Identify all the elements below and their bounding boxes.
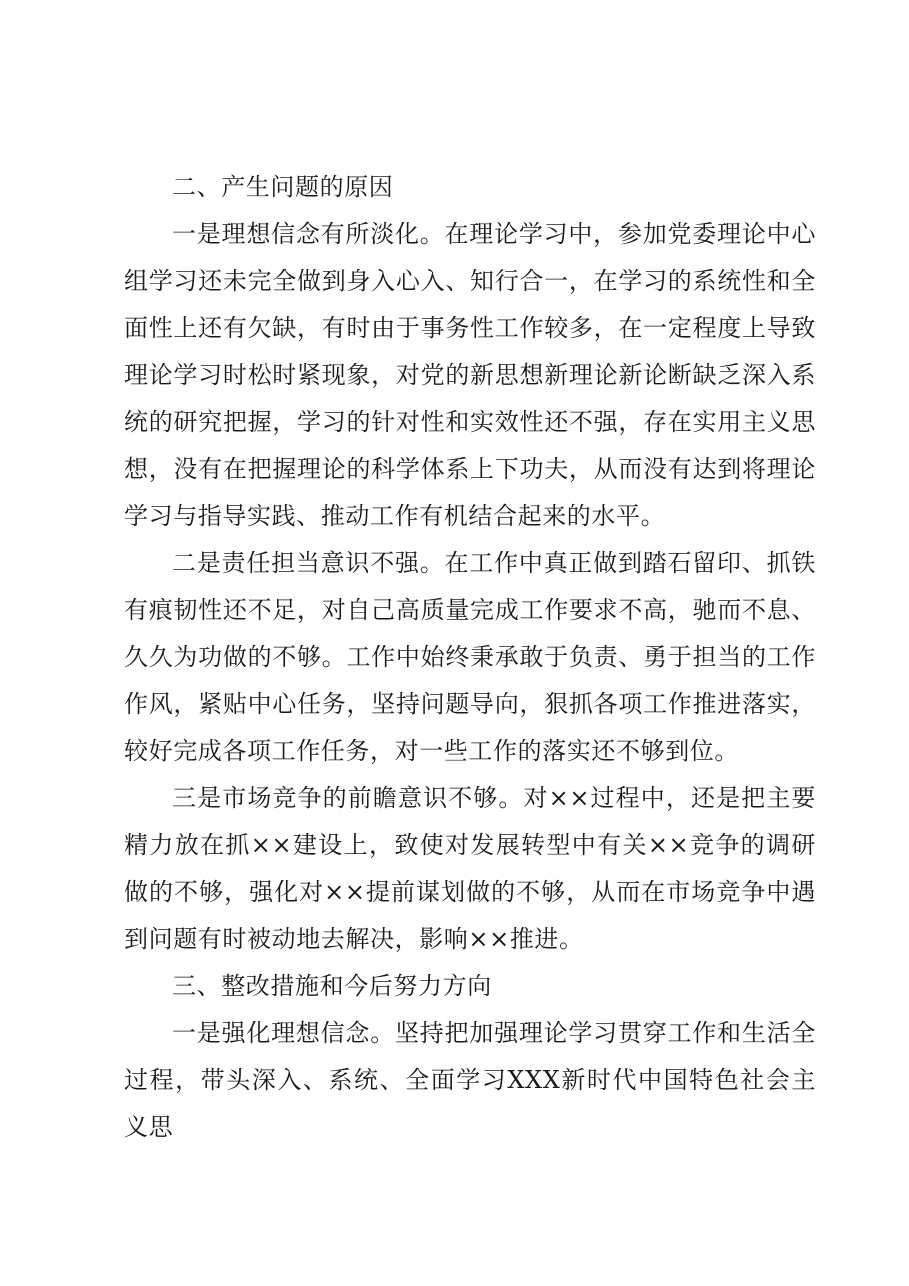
paragraph-market-competition: 三是市场竞争的前瞻意识不够。对××过程中，还是把主要精力放在抓××建设上，致使对发展转型中有关××竞争的调研做的不够，强化对××提前谋划做的不够，从而在市场竞争中遇到问题有时被动地去解决，影响××推进。 xyxy=(124,784,816,953)
section-heading-causes: 二、产生问题的原因 xyxy=(172,173,394,201)
section-heading-rectification: 三、整改措施和今后努力方向 xyxy=(172,972,492,1000)
paragraph-ideals-faith: 一是理想信念有所淡化。在理论学习中，参加党委理论中心组学习还未完全做到身入心入、知行合一，在学习的系统性和全面性上还有欠缺，有时由于事务性工作较多，在一定程度上导致理论学习时松时紧现象，对党的新思想新理论新论断缺乏深入系统的研究把握，学习的针对性和实效性还不强，存在实用主义思想，没有在把握理论的科学体系上下功夫，从而没有达到将理论学习与指导实践、推动工作有机结合起来的水平。 xyxy=(124,220,816,530)
document-body xyxy=(124,164,816,1151)
paragraph-strengthen-ideals: 一是强化理想信念。坚持把加强理论学习贯穿工作和生活全过程，带头深入、系统、全面学习XXX新时代中国特色社会主义思 xyxy=(124,1019,816,1141)
paragraph-responsibility: 二是责任担当意识不强。在工作中真正做到踏石留印、抓铁有痕韧性还不足，对自己高质量完成工作要求不高，驰而不息、久久为功做的不够。工作中始终秉承敢于负责、勇于担当的工作作风，紧贴中心任务，坚持问题导向，狠抓各项工作推进落实，较好完成各项工作任务，对一些工作的落实还不够到位。 xyxy=(124,549,816,765)
